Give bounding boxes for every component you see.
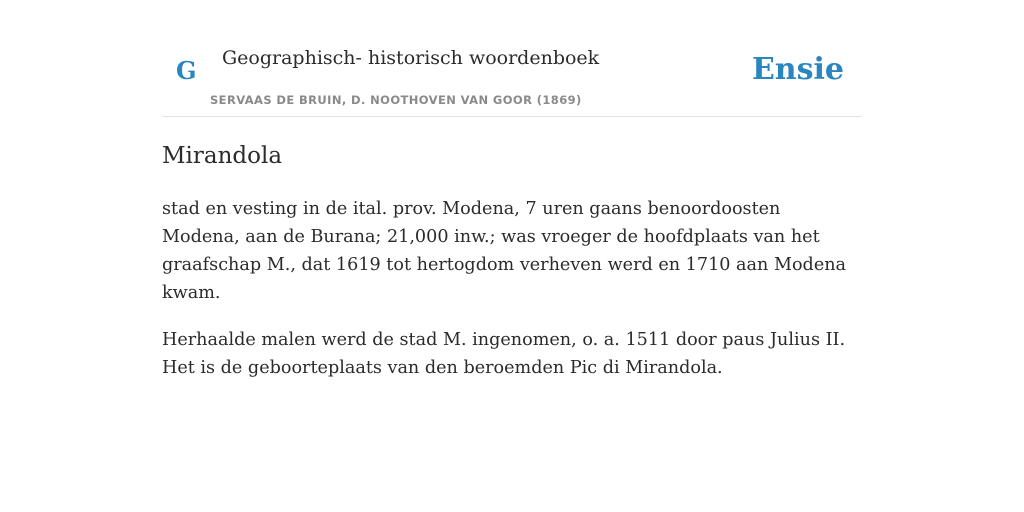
entry-paragraph: Herhaalde malen werd de stad M. ingenomen, o. a. 1511 door paus Julius II. Het is de geboorteplaats van den beroemden Pic di Mirandola. <box>162 330 846 378</box>
book-header <box>162 0 862 117</box>
book-author: SERVAAS DE BRUIN, D. NOOTHOVEN VAN GOOR (1869) <box>210 93 582 107</box>
page-container <box>162 0 862 382</box>
entry-body <box>162 195 862 382</box>
entry-paragraph: stad en vesting in de ital. prov. Modena, 7 uren gaans benoordoosten Modena, aan de Burana; 21,000 inw.; was vroeger de hoofdplaats van het graafschap M., dat 1619 tot hertogdom verheven werd en 1710 aan Modena kwam. <box>162 199 847 303</box>
ensie-logo[interactable]: Ensie <box>751 52 844 87</box>
entry-title: Mirandola <box>162 143 283 169</box>
book-initial-icon[interactable]: G <box>176 56 197 85</box>
book-title-link[interactable]: Geographisch- historisch woordenboek <box>222 47 600 69</box>
